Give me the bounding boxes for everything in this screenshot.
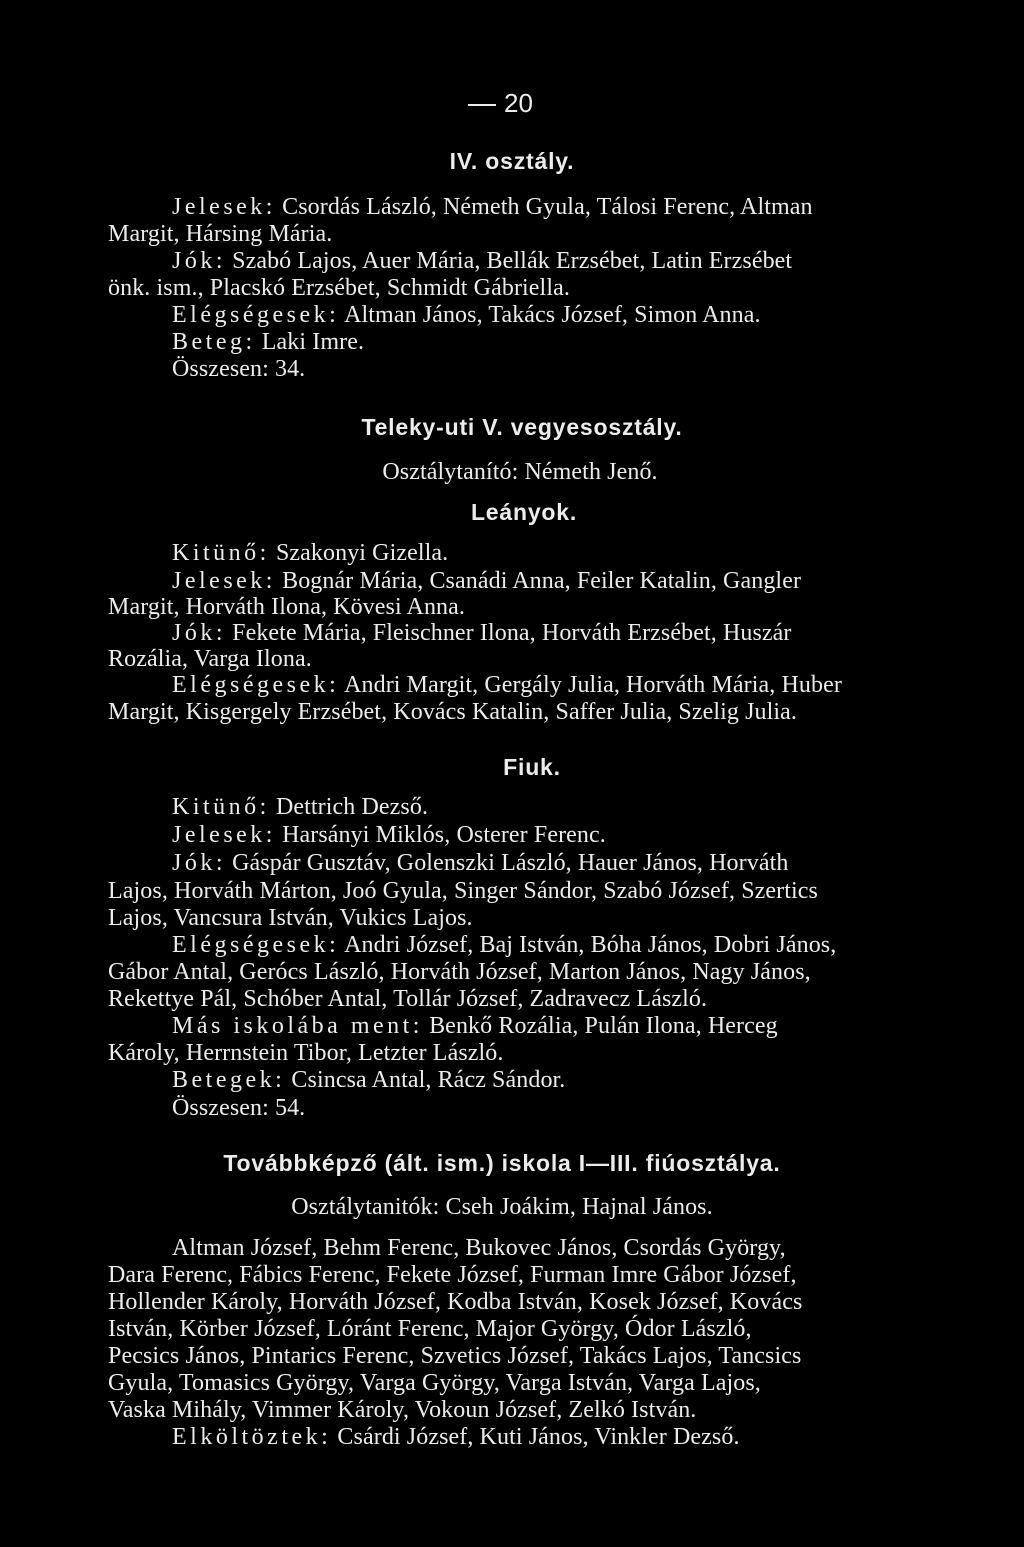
class4-title: IV. osztály. [449,148,575,174]
tovabbkepzo-list-line: Altman József, Behm Ferenc, Bukovec János, Csordás György, [172,1235,786,1261]
girls-elegseges-cont: Margit, Kisgergely Erzsébet, Kovács Katalin, Saffer Julia, Szelig Julia. [108,699,798,725]
names: Csárdi József, Kuti János, Vinkler Dezső. [337,1424,740,1450]
tovabbkepzo-list-line: Dara Ferenc, Fábics Ferenc, Fekete József, Furman Imre Gábor József, [108,1262,797,1288]
page-number-value: 20 [504,88,533,118]
tovabbkepzo-list-line: Hollender Károly, Horváth József, Kodba István, Kosek József, Kovács [108,1289,803,1315]
label: Elégségesek: [172,932,340,958]
boys-jok [172,848,923,878]
girls-jelesek-cont: Margit, Horváth Ilona, Kövesi Anna. [108,594,465,620]
class4-beteg [172,327,923,357]
boys-elegseges [172,930,923,960]
label: Betegek: [172,1067,286,1093]
label: Elégségesek: [172,672,340,698]
girls-elegseges [172,670,923,700]
boys-mas-iskola [172,1011,923,1041]
tovabbkepzo-list-line: István, Körber József, Lóránt Ferenc, Major György, Ódor László, [108,1316,752,1342]
label: Jelesek: [172,568,276,594]
boys-kitunu [172,792,923,822]
dash-mark [468,104,496,106]
tovabbkepzo-teachers: Osztálytanitók: Cseh Joákim, Hajnal János. [291,1194,713,1220]
label: Jók: [172,620,227,646]
tovabbkepzo-list-line: Vaska Mihály, Vimmer Károly, Vokoun József, Zelkó István. [108,1397,697,1423]
teleky-teacher: Osztálytanító: Németh Jenő. [382,459,658,485]
teleky-title: Teleky-uti V. vegyesosztály. [361,414,683,440]
boys-jelesek [172,820,923,850]
class4-elegseges [172,300,923,330]
boys-jok-cont-1: Lajos, Horváth Márton, Joó Gyula, Singer Sándor, Szabó József, Szertics [108,878,819,904]
tovabbkepzo-title: Továbbképző (ált. ism.) iskola I—III. fiúosztálya. [223,1150,781,1176]
label: Jelesek: [172,822,276,848]
names: Andri Margit, Gergály Julia, Horváth Mária, Huber [344,672,842,698]
names: Szakonyi Gizella. [275,540,449,566]
names: Csincsa Antal, Rácz Sándor. [291,1067,566,1093]
boys-osszesen: Összesen: 54. [172,1095,306,1121]
tovabbkepzo-list-line: Gyula, Tomasics György, Varga György, Varga István, Varga Lajos, [108,1370,761,1396]
boys-mas-iskola-cont: Károly, Herrnstein Tibor, Letzter László. [108,1040,504,1066]
class4-osszesen: Összesen: 34. [172,356,306,382]
names: Dettrich Dezső. [275,794,429,820]
names: Laki Imre. [261,329,365,355]
class4-jok [172,246,923,276]
girls-jok-cont: Rozália, Varga Ilona. [108,646,312,672]
names: Benkő Rozália, Pulán Ilona, Herceg [429,1013,778,1039]
boys-title: Fiuk. [503,754,561,780]
label: Kitünő: [172,540,270,566]
tovabbkepzo-list-line: Pecsics János, Pintarics Ferenc, Szvetics József, Takács Lajos, Tancsics [108,1343,802,1369]
label: Jók: [172,248,227,274]
boys-betegek [172,1065,923,1095]
boys-jok-cont-2: Lajos, Vancsura István, Vukics Lajos. [108,905,473,931]
tovabbkepzo-elkoltoztek [172,1422,923,1452]
label: Beteg: [172,329,256,355]
class4-jelesek-cont: Margit, Hársing Mária. [108,221,333,247]
names: Bognár Mária, Csanádi Anna, Feiler Katalin, Gangler [282,568,802,594]
names: Harsányi Miklós, Osterer Ferenc. [282,822,606,848]
label: Jók: [172,850,227,876]
page-number [468,88,533,118]
names: Andri József, Baj István, Bóha János, Dobri János, [344,932,837,958]
names: Csordás László, Németh Gyula, Tálosi Ferenc, Altman [282,194,813,220]
boys-elegseges-cont-1: Gábor Antal, Gerócs László, Horváth József, Marton János, Nagy János, [108,959,811,985]
label: Jelesek: [172,194,276,220]
girls-title: Leányok. [470,499,578,525]
label: Elköltöztek: [172,1424,332,1450]
label: Kitünő: [172,794,270,820]
names: Altman János, Takács József, Simon Anna. [344,302,761,328]
label: Elégségesek: [172,302,340,328]
names: Gáspár Gusztáv, Golenszki László, Hauer János, Horváth [232,850,789,876]
names: Szabó Lajos, Auer Mária, Bellák Erzsébet, Latin Erzsébet [232,248,793,274]
girls-kitunu [172,538,923,568]
class4-jok-cont: önk. ism., Placskó Erzsébet, Schmidt Gábriella. [108,275,570,301]
names: Fekete Mária, Fleischner Ilona, Horváth Erzsébet, Huszár [232,620,792,646]
class4-jelesek [172,192,923,222]
label: Más iskolába ment: [172,1013,423,1039]
boys-elegseges-cont-2: Rekettye Pál, Schóber Antal, Tollár József, Zadravecz László. [108,986,708,1012]
